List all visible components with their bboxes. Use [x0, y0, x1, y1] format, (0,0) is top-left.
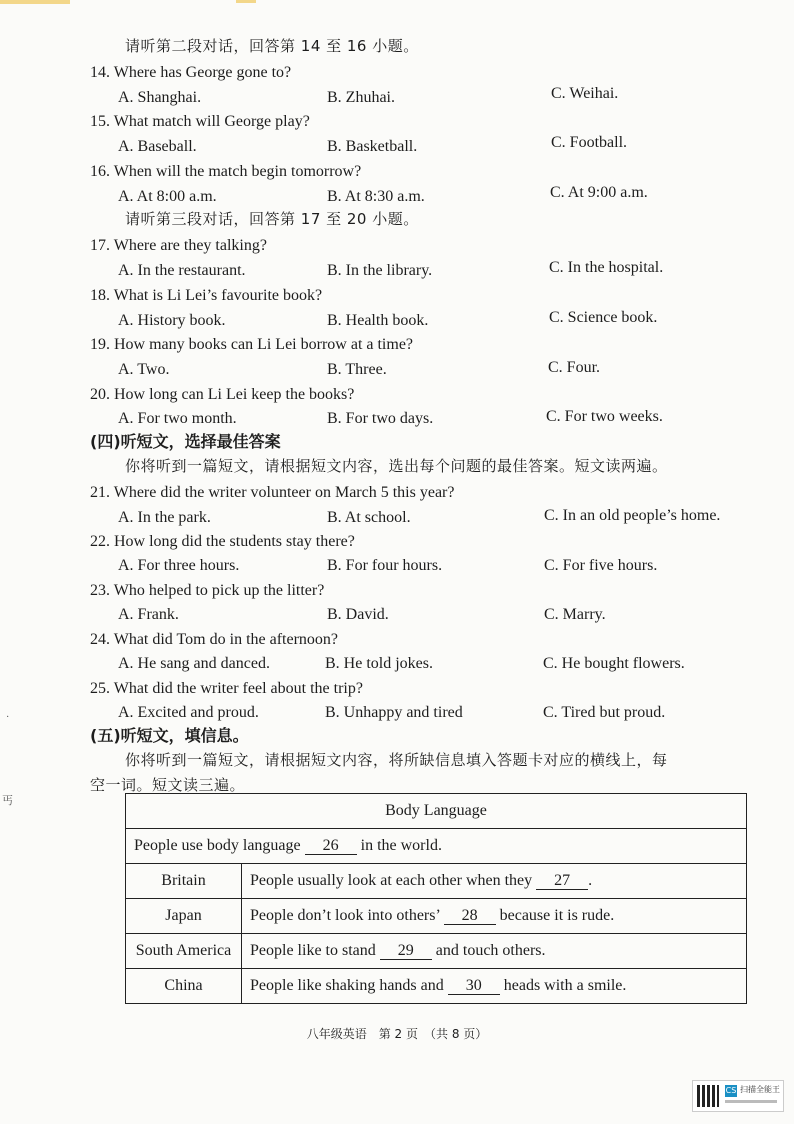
margin-mark: ·: [6, 712, 10, 723]
option-b: B. Unhappy and tired: [325, 704, 463, 721]
option-c: C. Four.: [548, 359, 601, 376]
body-language-table: [125, 793, 747, 1004]
table-cell: People usually look at each other when they 27 .: [242, 864, 747, 899]
qr-code-icon: [697, 1085, 719, 1107]
table-row: [126, 864, 747, 899]
country-cell: South America: [126, 934, 242, 969]
option-b: B. Basketball.: [327, 138, 418, 155]
question-22: 22. How long did the students stay there?: [90, 533, 355, 550]
option-c: C. Marry.: [544, 606, 606, 623]
answer-blank-29[interactable]: 29: [380, 943, 432, 960]
question-16: 16. When will the match begin tomorrow?: [90, 163, 362, 180]
option-a: A. In the restaurant.: [118, 262, 246, 279]
option-a: A. In the park.: [118, 509, 211, 526]
question-17: 17. Where are they talking?: [90, 237, 267, 254]
option-a: A. At 8:00 a.m.: [118, 188, 217, 205]
question-24: 24. What did Tom do in the afternoon?: [90, 631, 339, 648]
answer-blank-28[interactable]: 28: [444, 908, 496, 925]
section4-instruction: 你将听到一篇短文，请根据短文内容，选出每个问题的最佳答案。短文读两遍。: [125, 457, 668, 475]
scanner-watermark: [692, 1080, 784, 1112]
option-b: B. In the library.: [327, 262, 433, 279]
option-c: C. For two weeks.: [546, 408, 663, 425]
country-cell: Japan: [126, 899, 242, 934]
country-cell: Britain: [126, 864, 242, 899]
option-a: A. For two month.: [118, 410, 237, 427]
watermark-label: 扫描全能王: [740, 1085, 780, 1094]
section5-title: (五)听短文，填信息。: [90, 726, 249, 745]
option-a: A. Frank.: [118, 606, 179, 623]
question-18: 18. What is Li Lei’s favourite book?: [90, 287, 323, 304]
option-c: C. At 9:00 a.m.: [550, 184, 648, 201]
option-a: A. Two.: [118, 361, 170, 378]
part2-instruction: 请听第二段对话，回答第 14 至 16 小题。: [125, 37, 419, 55]
table-cell: People use body language 26 in the world.: [126, 829, 747, 864]
option-a: A. He sang and danced.: [118, 655, 270, 672]
table-row: [126, 899, 747, 934]
question-23: 23. Who helped to pick up the litter?: [90, 582, 325, 599]
option-a: A. Baseball.: [118, 138, 197, 155]
margin-mark: 丐: [2, 794, 13, 807]
answer-blank-26[interactable]: 26: [305, 838, 357, 855]
camscanner-logo-icon: CS: [725, 1086, 737, 1095]
option-a: A. For three hours.: [118, 557, 240, 574]
answer-blank-30[interactable]: 30: [448, 978, 500, 995]
table-row: [126, 794, 747, 829]
answer-blank-27[interactable]: 27: [536, 873, 588, 890]
option-b: B. He told jokes.: [325, 655, 433, 672]
question-21: 21. Where did the writer volunteer on March 5 this year?: [90, 484, 455, 501]
option-b: B. Health book.: [327, 312, 429, 329]
option-b: B. At school.: [327, 509, 411, 526]
part3-instruction: 请听第三段对话，回答第 17 至 20 小题。: [125, 210, 419, 228]
table-title: Body Language: [126, 794, 747, 829]
table-cell: People like shaking hands and 30 heads with a smile.: [242, 969, 747, 1004]
option-c: C. Football.: [551, 134, 628, 151]
option-c: C. He bought flowers.: [543, 655, 685, 672]
table-row: [126, 829, 747, 864]
option-b: B. At 8:30 a.m.: [327, 188, 425, 205]
question-25: 25. What did the writer feel about the trip?: [90, 680, 363, 697]
option-a: A. Shanghai.: [118, 89, 202, 106]
option-a: A. History book.: [118, 312, 226, 329]
option-c: C. Tired but proud.: [543, 704, 666, 721]
question-20: 20. How long can Li Lei keep the books?: [90, 386, 355, 403]
section5-instruction-line1: 你将听到一篇短文，请根据短文内容，将所缺信息填入答题卡对应的横线上，每: [125, 751, 668, 769]
option-c: C. In an old people’s home.: [544, 507, 721, 524]
option-b: B. For two days.: [327, 410, 434, 427]
section4-title: (四)听短文，选择最佳答案: [90, 432, 281, 451]
table-row: [126, 969, 747, 1004]
table-cell: People like to stand 29 and touch others.: [242, 934, 747, 969]
option-c: C. In the hospital.: [549, 259, 664, 276]
option-b: B. David.: [327, 606, 389, 623]
table-row: [126, 934, 747, 969]
option-b: B. Three.: [327, 361, 387, 378]
section5-instruction-line2: 空一词。短文读三遍。: [90, 776, 246, 794]
option-b: B. For four hours.: [327, 557, 443, 574]
option-c: C. Weihai.: [551, 85, 619, 102]
option-a: A. Excited and proud.: [118, 704, 259, 721]
table-cell: People don’t look into others’ 28 because it is rude.: [242, 899, 747, 934]
option-b: B. Zhuhai.: [327, 89, 395, 106]
country-cell: China: [126, 969, 242, 1004]
page-footer: 八年级英语 第 2 页 （共 8 页）: [306, 1027, 488, 1041]
question-15: 15. What match will George play?: [90, 113, 310, 130]
question-14: 14. Where has George gone to?: [90, 64, 292, 81]
watermark-subtext: [725, 1100, 777, 1103]
option-c: C. Science book.: [549, 309, 658, 326]
option-c: C. For five hours.: [544, 557, 658, 574]
question-19: 19. How many books can Li Lei borrow at a time?: [90, 336, 414, 353]
